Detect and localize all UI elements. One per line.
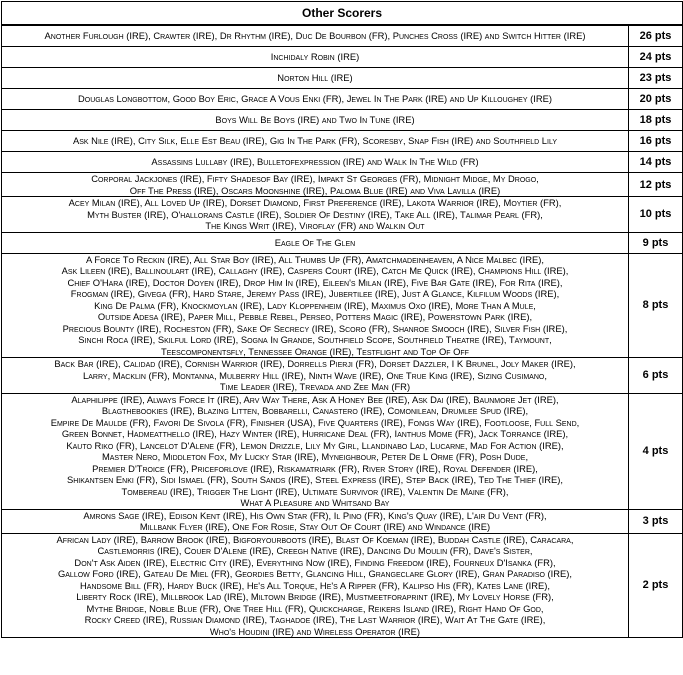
table-row — [2, 110, 683, 131]
scorer-names: Inchidaly Robin (IRE) — [2, 47, 629, 68]
table-header-row — [2, 2, 683, 26]
scorer-names: Another Furlough (IRE), Crawter (IRE), Dr Rhythm (IRE), Duc De Bourbon (FR), Punches Cross (IRE) and Switch Hitter (IRE) — [2, 25, 629, 47]
table-body — [2, 25, 683, 638]
scorer-names: Ask Nile (IRE), City Silk, Elle Est Beau (IRE), Gig In The Park (FR), Scoresby, Snap Fish (IRE) and Southfield Lily — [2, 131, 629, 152]
points-value: 24 pts — [629, 47, 683, 68]
table-row — [2, 131, 683, 152]
table-row — [2, 197, 683, 233]
scorer-names: Back Bar (IRE), Calidad (IRE), Cornish Warrior (IRE), Dorrells Pierji (FR), Dorset Dazzler, I K Brunel, Joly Maker (IRE), Larry, Macklin (FR), Montanna, Mulberry Hill (IRE), Ninth Wave (IRE), One True King (IRE), Sizing Cusimano, Time Leader (IRE), Trevada and Zee Man (FR) — [2, 358, 629, 394]
scorer-names: Assassins Lullaby (IRE), Bulletofexpression (IRE) and Walk In The Wild (FR) — [2, 152, 629, 173]
other-scorers-table — [1, 1, 683, 638]
points-value: 6 pts — [629, 358, 683, 394]
table-row — [2, 253, 683, 358]
table-row — [2, 358, 683, 394]
points-value: 3 pts — [629, 509, 683, 533]
points-value: 23 pts — [629, 68, 683, 89]
table-row — [2, 393, 683, 509]
table-row — [2, 533, 683, 638]
scorer-names: Douglas Longbottom, Good Boy Eric, Grace A Vous Enki (FR), Jewel In The Park (IRE) and Up Killoughey (IRE) — [2, 89, 629, 110]
table-row — [2, 25, 683, 47]
table-row — [2, 89, 683, 110]
points-value: 4 pts — [629, 393, 683, 509]
points-value: 8 pts — [629, 253, 683, 358]
points-value: 14 pts — [629, 152, 683, 173]
table-row — [2, 68, 683, 89]
table-row — [2, 509, 683, 533]
table-row — [2, 152, 683, 173]
points-value: 26 pts — [629, 25, 683, 47]
scorer-names: A Force To Reckin (IRE), All Star Boy (IRE), All Thumbs Up (FR), Amatchmadeinheaven, A Nice Malbec (IRE), Ask Lileen (IRE), Ballinoulart (IRE), Callaghy (IRE), Caspers Court (IRE), Catch Me Quick (IRE), Champions Hill (IRE), Chief O'Hara (IRE), Doctor Doyen (IRE), Drop Him In (IRE), Eileen's Milan (IRE), Five Bar Gate (IRE), For Rita (IRE), Frogman (IRE), Givega (FR), Hard Stare, Jeremy Pass (IRE), Jubertilee (IRE), Just A Glance, Kilfilum Woods (IRE), King De Palma (FR), Knockmoylan (IRE), Lady Kloppenheim (IRE), Maximus Oxo (IRE), More Than A Mule, Outside Adesa (IRE), Paper Mill, Pebble Rebel, Perseo, Potters Magic (IRE), Powerstown Park (IRE), Precious Bounty (IRE), Rocheston (FR), Sake Of Secrecy (IRE), Scoro (FR), Shanroe Smooch (IRE), Silver Fish (IRE), Sinchi Roca (IRE), Skilful Lord (IRE), Sogna In Grande, Southfield Scope, Southfield Theatre (IRE), Taymount, Teescomponentsfly, Tennessee Orange (IRE), Testflight and Top Of Off — [2, 253, 629, 358]
points-value: 2 pts — [629, 533, 683, 638]
points-value: 9 pts — [629, 232, 683, 253]
table-row — [2, 47, 683, 68]
scorer-names: Boys Will Be Boys (IRE) and Two In Tune (IRE) — [2, 110, 629, 131]
table-row — [2, 173, 683, 197]
scorer-names: African Lady (IRE), Barrow Brook (IRE), Bigforyourboots (IRE), Blast Of Koeman (IRE), Buddah Castle (IRE), Caracara, Castlemorris (IRE), Couer D'Alene (IRE), Creegh Native (IRE), Dancing Du Moulin (FR), Dave's Sister, Don't Ask Aiden (IRE), Electric City (IRE), Everything Now (IRE), Finding Freedom (IRE), Fourneux D'Isanka (FR), Gallow Ford (IRE), Gateau De Miel (FR), Geordies Betty, Glancing Hill, Grangeclare Glory (IRE), Gran Paradiso (IRE), Handsome Bill (FR), Hardy Buck (IRE), He's All Torque, He's A Ripper (FR), Kalipso His (FR), Kates Lane (IRE), Liberty Rock (IRE), Millbrook Lad (IRE), Miltown Bridge (IRE), Mustmeetforaprint (IRE), My Lovely Horse (FR), Mythe Bridge, Noble Blue (FR), One Tree Hill (FR), Quickcharge, Reikers Island (IRE), Right Hand Of God, Rocky Creed (IRE), Russian Diamond (IRE), Taghadoe (IRE), The Last Warrior (IRE), Wait At The Gate (IRE), Who's Houdini (IRE) and Wireless Operator (IRE) — [2, 533, 629, 638]
scorer-names: Alaphilippe (IRE), Always Force It (IRE), Arv Way There, Ask A Honey Bee (IRE), Ask Dai (IRE), Baunmore Jet (IRE), Blagthebookies (IRE), Blazing Litten, Bobbarelli, Canastero (IRE), Comonilean, Drumlee Spud (IRE), Empire De Maulde (FR), Favori De Sivola (FR), Finisher (USA), Five Quarters (IRE), Fongs Way (IRE), Footloose, Full Send, Green Bonnet, Hadmeatthello (IRE), Hazy Winter (IRE), Hurricane Deal (FR), Ianthus Mome (FR), Jack Torrance (IRE), Kauto Riko (FR), Lancelot D'Alene (FR), Lemon Drizzle, Lily My Girl, Llandinabo Lad, Lucarne, Mad For Action (IRE), Master Nero, Middleton Fox, My Lucky Star (IRE), Myneighbour, Peter De L Orme (FR), Posh Dude, Premier D'Troice (FR), Priceforlove (IRE), Riskamatriark (FR), River Story (IRE), Royal Defender (IRE), Shikantsen Enki (FR), Sidi Ismael (FR), South Sands (IRE), Steel Express (IRE), Step Back (IRE), Ted The Thief (IRE), Tombereau (IRE), Trigger The Light (IRE), Ultimate Survivor (IRE), Valentin De Maine (FR), What A Pleasure and Whitsand Bay — [2, 393, 629, 509]
scorer-names: Acey Milan (IRE), All Loved Up (IRE), Dorset Diamond, First Preference (IRE), Lakota Warrior (IRE), Moytier (FR), Myth Buster (IRE), O'hallorans Castle (IRE), Soldier Of Destiny (IRE), Take All (IRE), Talimar Pearl (FR), The Kings Writ (IRE), Viroflay (FR) and Walkin Out — [2, 197, 629, 233]
scorer-names: Corporal Jackjones (IRE), Fifty Shadesof Bay (IRE), Impakt St Georges (FR), Midnight Midge, My Drogo, Off The Press (IRE), Oscars Moonshine (IRE), Paloma Blue (IRE) and Viva Lavilla (IRE) — [2, 173, 629, 197]
scorer-names: Norton Hill (IRE) — [2, 68, 629, 89]
table-row — [2, 232, 683, 253]
scorer-names: Eagle Of The Glen — [2, 232, 629, 253]
points-value: 12 pts — [629, 173, 683, 197]
table-title: Other Scorers — [2, 2, 683, 26]
points-value: 20 pts — [629, 89, 683, 110]
points-value: 10 pts — [629, 197, 683, 233]
points-value: 18 pts — [629, 110, 683, 131]
scorer-names: Amrons Sage (IRE), Edison Kent (IRE), His Own Star (FR), Il Pino (FR), King's Quay (IRE), L'air Du Vent (FR), Millbank Flyer (IRE), One For Rosie, Stay Out Of Court (IRE) and Windance (IRE) — [2, 509, 629, 533]
points-value: 16 pts — [629, 131, 683, 152]
